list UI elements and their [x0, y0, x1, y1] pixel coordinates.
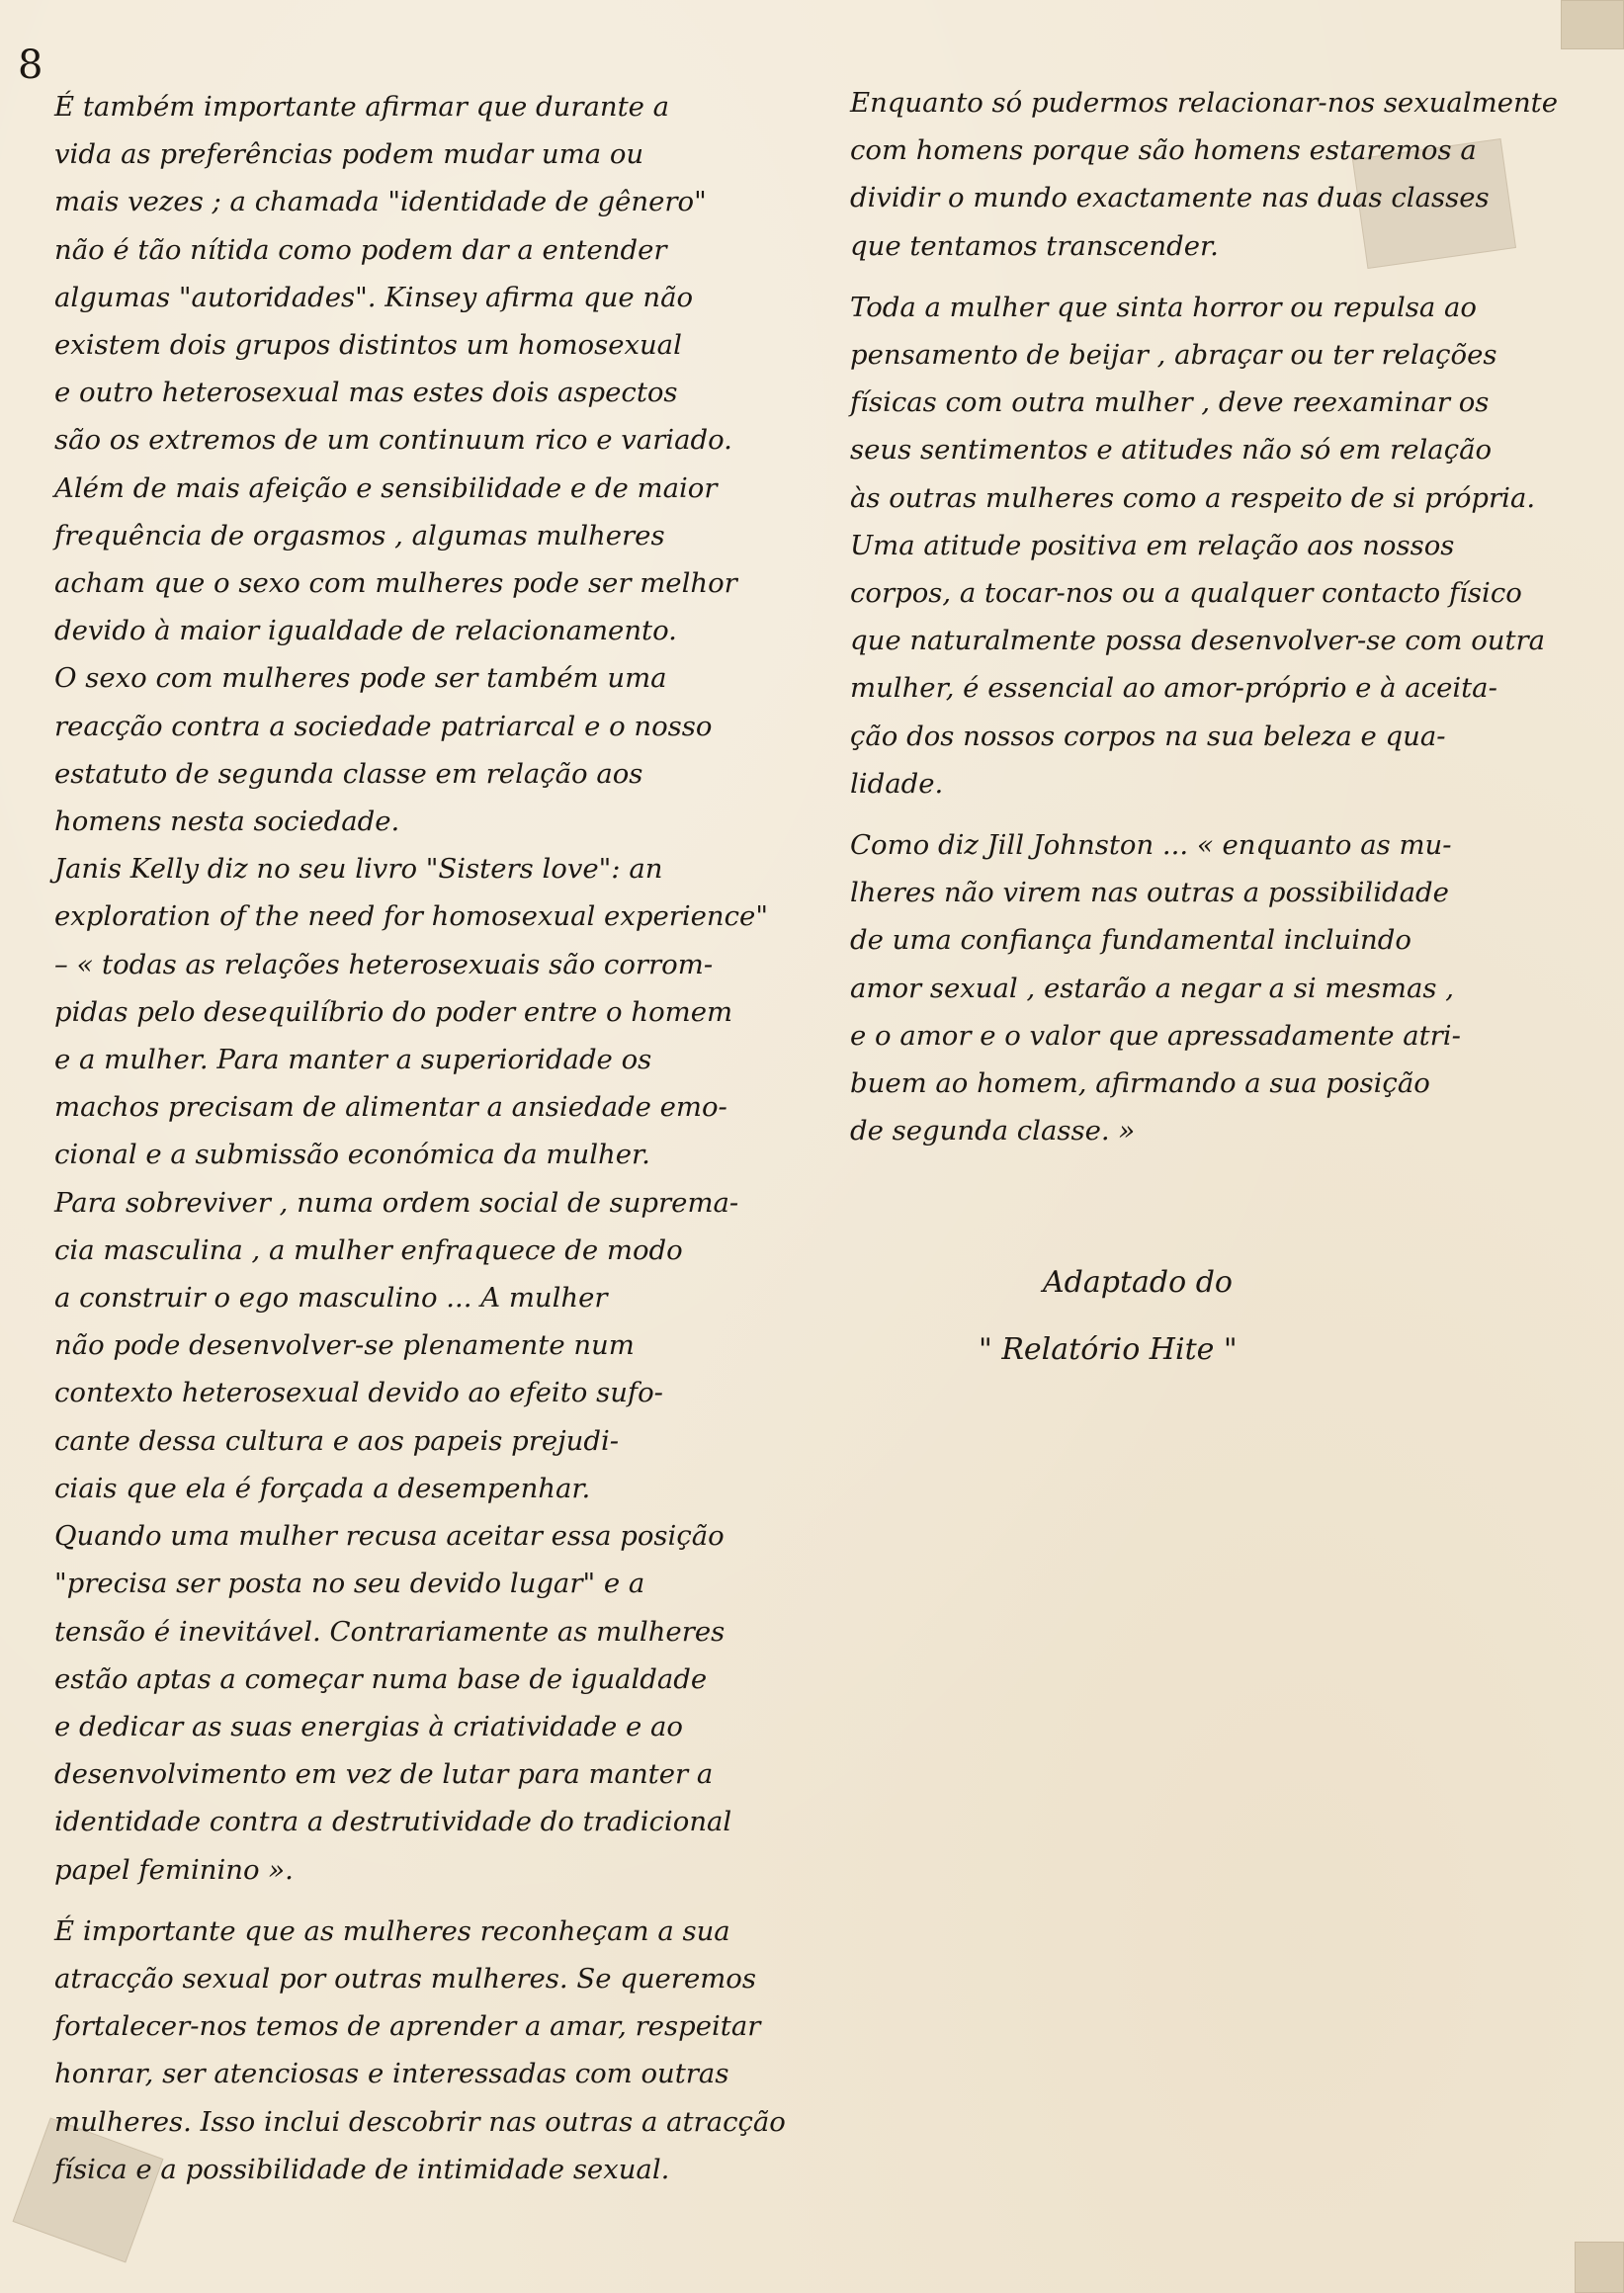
- text-line: acham que o sexo com mulheres pode ser melhor: [54, 567, 737, 600]
- text-line: mais vezes ; a chamada "identidade de gênero": [54, 186, 707, 218]
- text-line: lheres não virem nas outras a possibilidade: [850, 877, 1449, 909]
- text-line: Uma atitude positiva em relação aos nossos: [850, 529, 1455, 561]
- left-column: [54, 83, 806, 2193]
- text-line: de uma confiança fundamental incluindo: [850, 924, 1411, 957]
- text-line: atracção sexual por outras mulheres. Se queremos: [54, 1962, 756, 1995]
- text-line: "precisa ser posta no seu devido lugar" e a: [54, 1568, 645, 1600]
- text-line: honrar, ser atenciosas e interessadas com outras: [54, 2058, 729, 2090]
- text-line: Toda a mulher que sinta horror ou repulsa ao: [850, 291, 1477, 323]
- right-column: [850, 79, 1559, 1154]
- text-line: devido à maior igualdade de relacionamento.: [54, 615, 677, 647]
- text-line: vida as preferências podem mudar uma ou: [54, 138, 644, 171]
- text-line: e dedicar as suas energias à criatividade e ao: [54, 1710, 683, 1742]
- text-line: às outras mulheres como a respeito de si própria.: [850, 481, 1536, 514]
- text-line: É também importante afirmar que durante a: [54, 91, 670, 123]
- text-line: ção dos nossos corpos na sua beleza e qua-: [850, 720, 1446, 752]
- text-line: identidade contra a destrutividade do tradicional: [54, 1806, 732, 1838]
- text-line: frequência de orgasmos , algumas mulheres: [54, 519, 665, 552]
- text-line: ciais que ela é forçada a desempenhar.: [54, 1472, 591, 1504]
- text-line: existem dois grupos distintos um homosexual: [54, 329, 682, 362]
- page-number: 8: [18, 42, 43, 88]
- text-line: com homens porque são homens estaremos a: [850, 134, 1477, 167]
- text-line: reacção contra a sociedade patriarcal e o nosso: [54, 710, 713, 742]
- text-line: machos precisam de alimentar a ansiedade emo-: [54, 1091, 727, 1124]
- text-line: Quando uma mulher recusa aceitar essa posição: [54, 1520, 725, 1553]
- text-line: amor sexual , estarão a negar a si mesmas ,: [850, 972, 1454, 1004]
- attribution-line: Adaptado do: [1043, 1265, 1233, 1300]
- text-line: são os extremos de um continuum rico e variado.: [54, 424, 732, 457]
- text-line: lidade.: [850, 767, 944, 800]
- text-line: pidas pelo desequilíbrio do poder entre o homem: [54, 995, 733, 1028]
- text-line: É importante que as mulheres reconheçam a sua: [54, 1914, 730, 1947]
- text-line: cia masculina , a mulher enfraquece de modo: [54, 1233, 683, 1266]
- text-line: Além de mais afeição e sensibilidade e de maior: [54, 471, 718, 504]
- text-line: que tentamos transcender.: [850, 229, 1219, 262]
- text-line: cante dessa cultura e aos papeis prejudi-: [54, 1424, 620, 1457]
- text-line: cional e a submissão económica da mulher.: [54, 1139, 650, 1171]
- text-line: tensão é inevitável. Contrariamente as mulheres: [54, 1615, 726, 1648]
- text-line: estão aptas a começar numa base de igualdade: [54, 1662, 708, 1695]
- text-line: pensamento de beijar , abraçar ou ter relações: [850, 339, 1497, 372]
- text-line: e a mulher. Para manter a superioridade os: [54, 1044, 652, 1076]
- text-line: mulher, é essencial ao amor-próprio e à aceita-: [850, 672, 1497, 705]
- text-line: fortalecer-nos temos de aprender a amar, respeitar: [54, 2010, 761, 2043]
- paragraph-gap: [850, 270, 1542, 284]
- text-line: a construir o ego masculino ... A mulher: [54, 1282, 608, 1315]
- text-line: estatuto de segunda classe em relação aos: [54, 757, 643, 790]
- text-line: de segunda classe. »: [850, 1115, 1136, 1147]
- text-line: contexto heterosexual devido ao efeito sufo-: [54, 1377, 663, 1409]
- text-line: não é tão nítida como podem dar a entender: [54, 233, 667, 266]
- text-line: Janis Kelly diz no seu livro "Sisters love": an: [54, 853, 663, 886]
- text-line: Para sobreviver , numa ordem social de suprema-: [54, 1186, 739, 1219]
- text-line: corpos, a tocar-nos ou a qualquer contacto físico: [850, 577, 1522, 610]
- text-line: mulheres. Isso inclui descobrir nas outras a atracção: [54, 2105, 786, 2138]
- text-line: dividir o mundo exactamente nas duas classes: [850, 182, 1490, 214]
- text-line: Enquanto só pudermos relacionar-nos sexualmente: [850, 87, 1559, 119]
- text-line: homens nesta sociedade.: [54, 806, 400, 838]
- text-line: física e a possibilidade de intimidade sexual.: [54, 2153, 670, 2185]
- text-line: e o amor e o valor que apressadamente atri-: [850, 1019, 1461, 1052]
- text-line: não pode desenvolver-se plenamente num: [54, 1329, 635, 1362]
- text-line: e outro heterosexual mas estes dois aspectos: [54, 377, 678, 409]
- text-line: buem ao homem, afirmando a sua posição: [850, 1067, 1430, 1100]
- tape-strip: [1575, 2242, 1624, 2293]
- text-line: seus sentimentos e atitudes não só em relação: [850, 434, 1493, 467]
- text-line: físicas com outra mulher , deve reexaminar os: [850, 386, 1490, 419]
- text-line: – « todas as relações heterosexuais são corrom-: [54, 948, 714, 980]
- text-line: papel feminino ».: [54, 1853, 294, 1886]
- attribution-source: " Relatório Hite ": [979, 1332, 1238, 1367]
- text-line: exploration of the need for homosexual experience": [54, 900, 768, 933]
- paragraph-gap: [850, 807, 1542, 821]
- text-line: que naturalmente possa desenvolver-se com outra: [850, 625, 1546, 657]
- text-line: Como diz Jill Johnston ... « enquanto as mu-: [850, 829, 1452, 862]
- paragraph-gap: [54, 1894, 806, 1908]
- tape-strip: [1561, 0, 1624, 49]
- text-line: O sexo com mulheres pode ser também uma: [54, 662, 667, 695]
- text-line: desenvolvimento em vez de lutar para manter a: [54, 1758, 714, 1791]
- text-line: algumas "autoridades". Kinsey afirma que não: [54, 281, 694, 313]
